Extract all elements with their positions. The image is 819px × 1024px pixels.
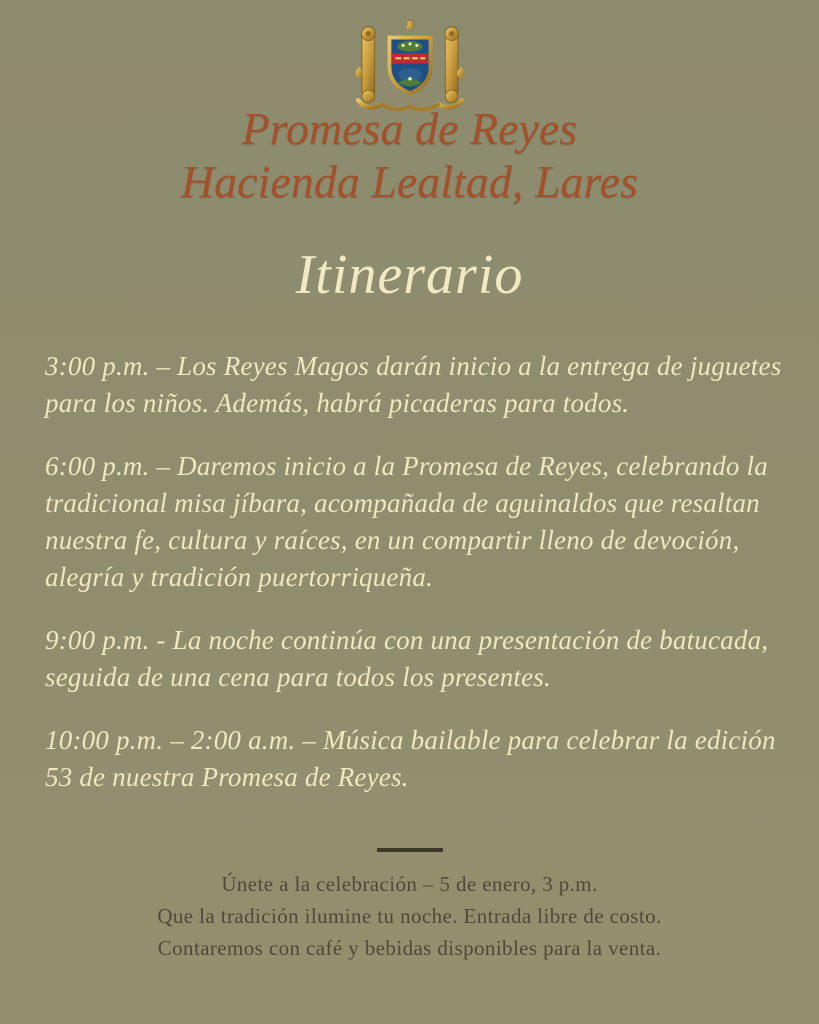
- schedule-list: [45, 348, 783, 822]
- footer-admission: Que la tradición ilumine tu noche. Entrada libre de costo.: [157, 904, 662, 928]
- schedule-item-9pm: 9:00 p.m. - La noche continúa con una presentación de batucada, seguida de una cena para todos los presentes.: [45, 625, 769, 692]
- schedule-item-3pm: 3:00 p.m. – Los Reyes Magos darán inicio a la entrega de juguetes para los niños. Además, habrá picaderas para todos.: [45, 351, 782, 418]
- divider-line: [377, 848, 443, 852]
- title-block: [0, 102, 819, 208]
- footer-invitation: Únete a la celebración – 5 de enero, 3 p.m.: [221, 872, 598, 896]
- schedule-item-6pm: 6:00 p.m. – Daremos inicio a la Promesa de Reyes, celebrando la tradicional misa jíbara, acompañada de aguinaldos que resaltan nuestra fe, cultura y raíces, en un compartir lleno de devoción, alegría y tradición puertorriqueña.: [45, 451, 768, 592]
- event-title: Promesa de Reyes: [241, 103, 578, 154]
- venue-title: Hacienda Lealtad, Lares: [181, 156, 638, 207]
- schedule-item-10pm: 10:00 p.m. – 2:00 a.m. – Música bailable para celebrar la edición 53 de nuestra Promesa de Reyes.: [45, 725, 776, 792]
- footer-refreshments: Contaremos con café y bebidas disponibles para la venta.: [157, 936, 662, 960]
- footer-block: [0, 868, 819, 964]
- itinerary-heading: Itinerario: [295, 244, 524, 306]
